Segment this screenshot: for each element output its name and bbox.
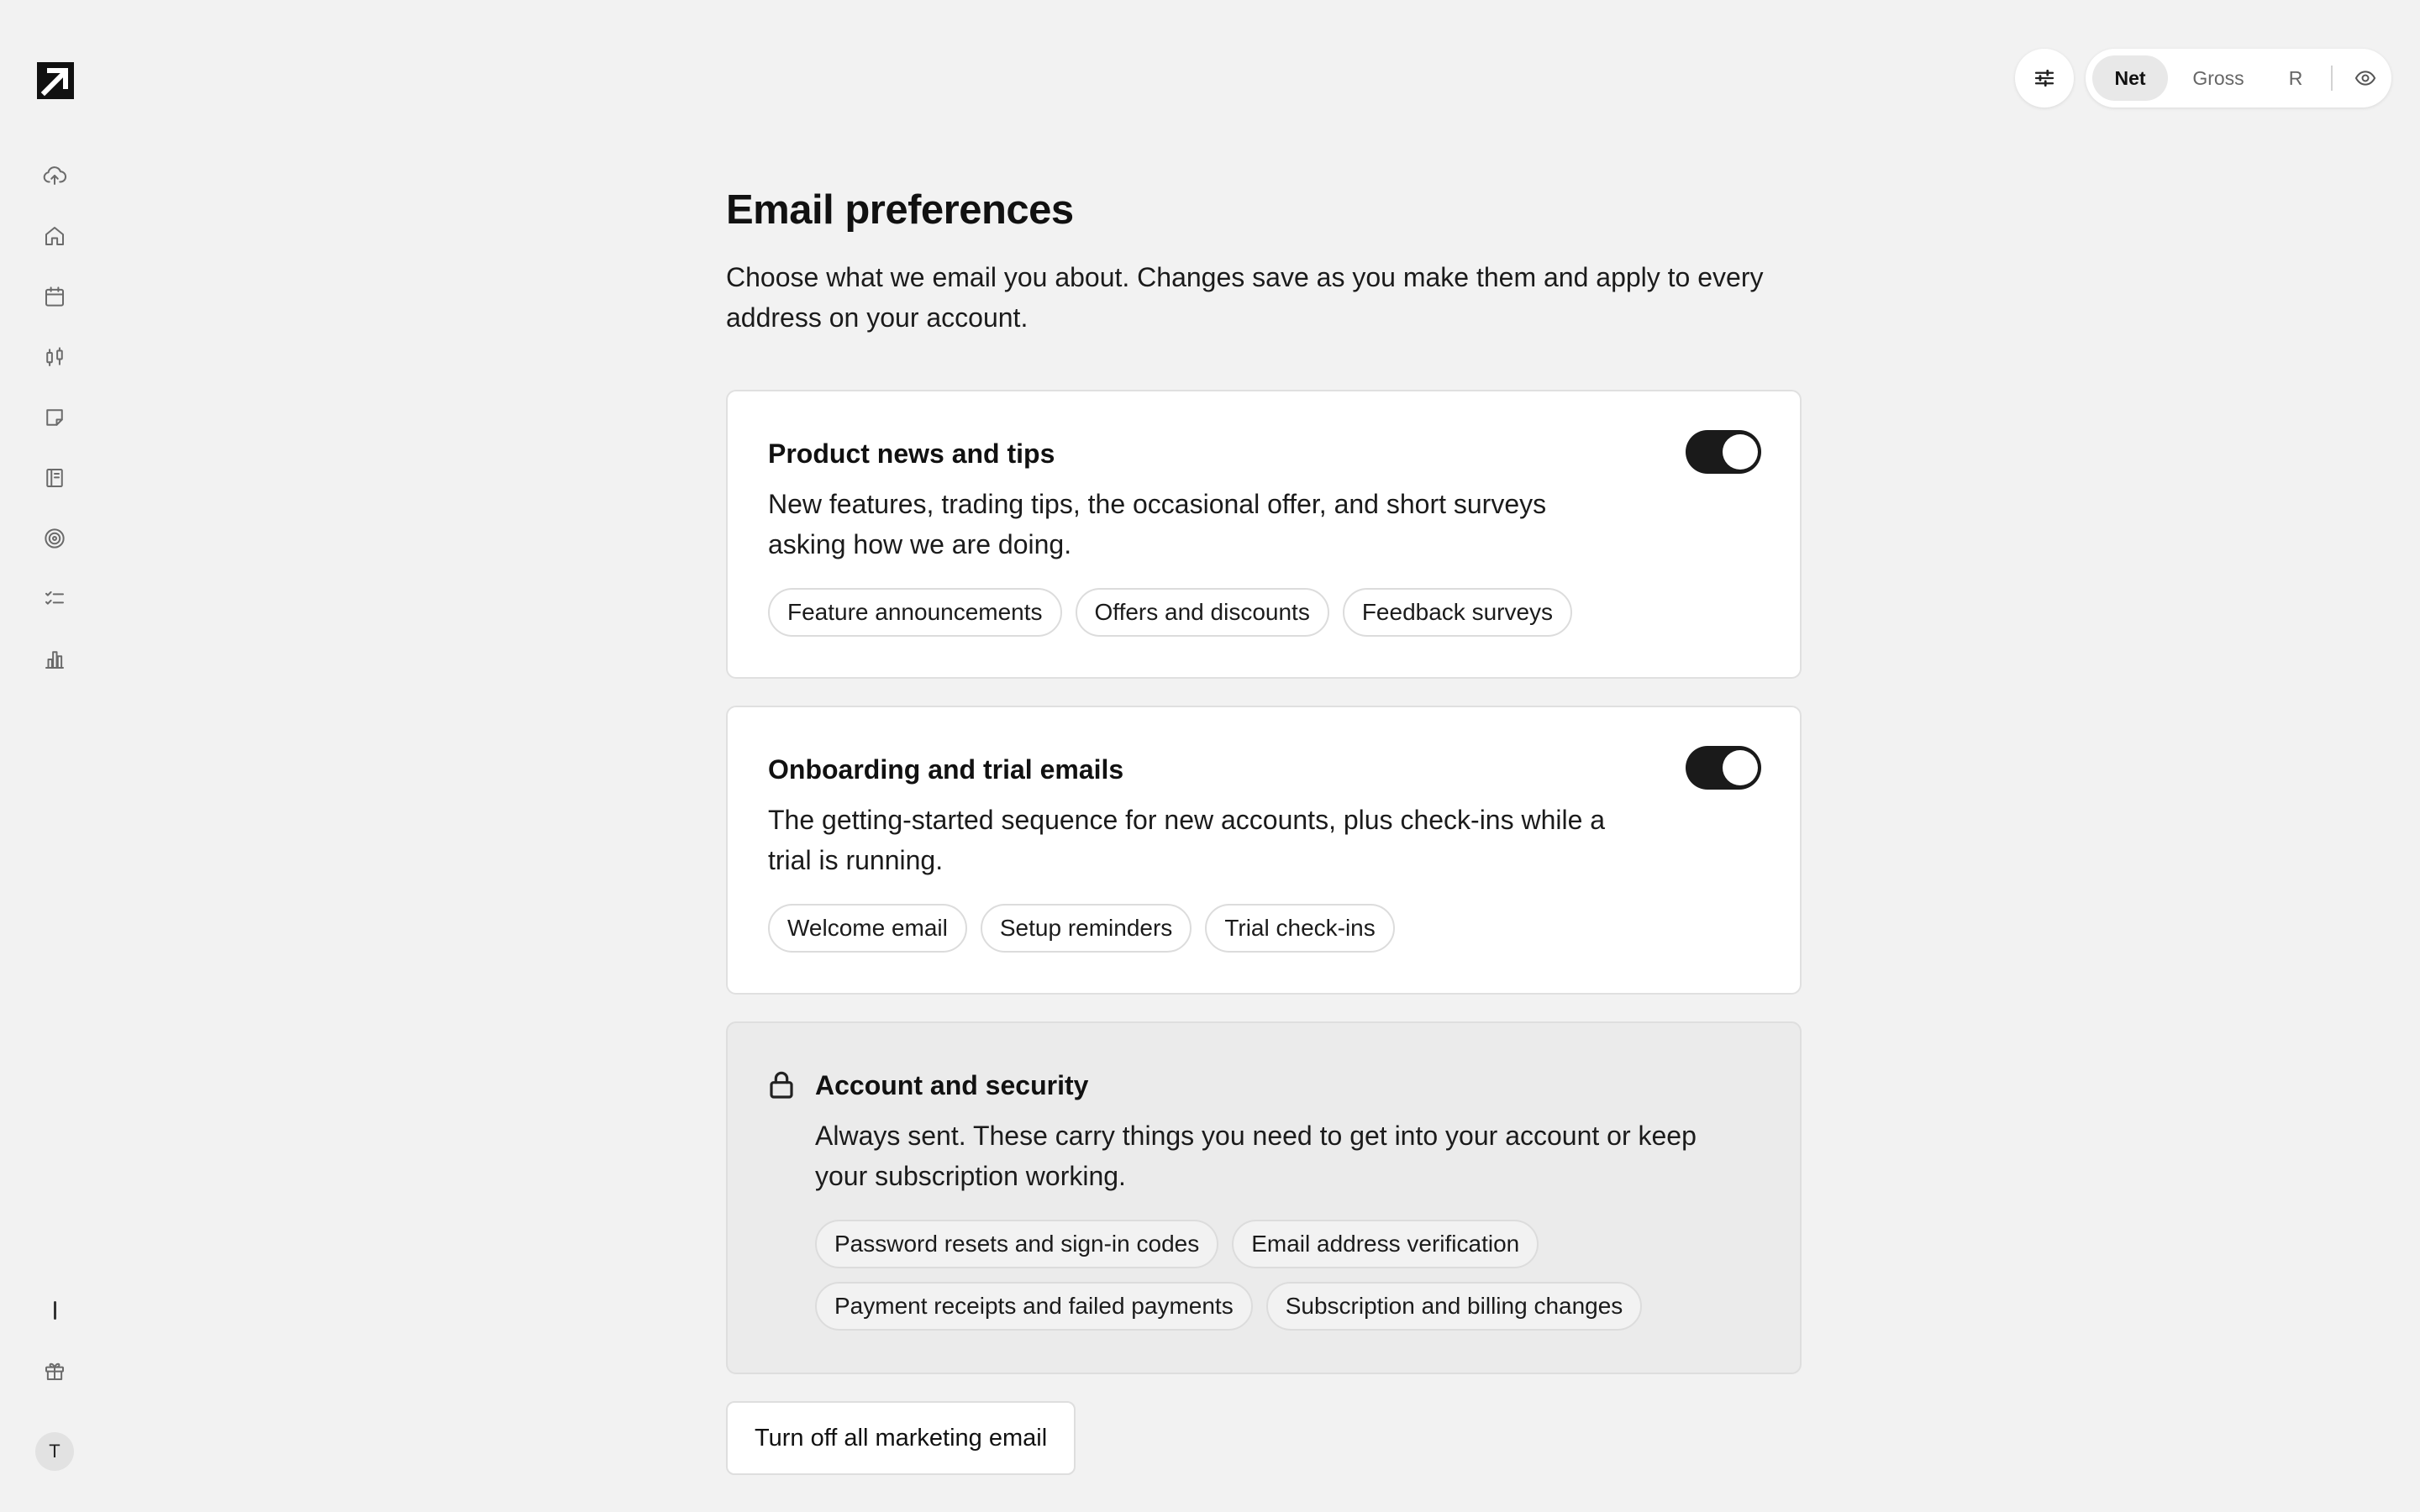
eye-icon xyxy=(2354,66,2377,90)
toggle-knob xyxy=(1723,750,1758,785)
chip-list xyxy=(768,588,1572,637)
filter-button[interactable] xyxy=(2015,49,2074,108)
app-logo[interactable] xyxy=(37,62,74,99)
chip: Email address verification xyxy=(1232,1220,1539,1268)
turn-off-all-marketing-button[interactable]: Turn off all marketing email xyxy=(726,1401,1076,1475)
candlestick-icon xyxy=(42,344,67,370)
home-icon xyxy=(42,223,67,249)
sidebar-item-divider[interactable] xyxy=(30,1286,79,1335)
page-title: Email preferences xyxy=(726,187,1074,233)
visibility-toggle-button[interactable] xyxy=(2344,55,2386,101)
segment-option-gross[interactable]: Gross xyxy=(2192,66,2244,89)
target-icon xyxy=(42,526,67,551)
toggle-knob xyxy=(1723,434,1758,470)
checklist-icon xyxy=(42,586,67,612)
notebook-icon xyxy=(42,465,67,491)
sidebar-item-checklist[interactable] xyxy=(30,575,79,623)
chip-list xyxy=(768,904,1395,953)
sidebar-item-calendar[interactable] xyxy=(30,272,79,321)
bar-chart-icon xyxy=(42,647,67,672)
chip: Setup reminders xyxy=(981,904,1192,953)
section-title: Account and security xyxy=(815,1070,1089,1100)
segment-option-net[interactable]: Net xyxy=(2092,55,2168,101)
chip: Offers and discounts xyxy=(1076,588,1329,637)
sidebar-item-notebook[interactable] xyxy=(30,454,79,502)
segment-option-r[interactable]: R xyxy=(2288,66,2303,89)
chip: Subscription and billing changes xyxy=(1266,1282,1643,1331)
arrow-up-right-logo-icon xyxy=(37,62,74,99)
sliders-icon xyxy=(2032,66,2057,91)
section-title: Product news and tips xyxy=(768,438,1055,469)
chip: Password resets and sign-in codes xyxy=(815,1220,1218,1268)
sidebar-item-upload[interactable] xyxy=(30,151,79,200)
cloud-upload-icon xyxy=(42,163,67,188)
section-title: Onboarding and trial emails xyxy=(768,754,1124,785)
sidebar-item-goals[interactable] xyxy=(30,514,79,563)
calendar-icon xyxy=(42,284,67,309)
section-description: The getting-started sequence for new accounts, plus check-ins while a trial is running. xyxy=(768,805,1606,875)
sidebar-item-gift[interactable] xyxy=(30,1347,79,1395)
gift-icon xyxy=(42,1358,67,1383)
vertical-bar-icon xyxy=(54,1301,56,1320)
section-description: Always sent. These carry things you need to get into your account or keep your subscription working. xyxy=(815,1121,1697,1191)
sidebar-item-trades[interactable] xyxy=(30,333,79,381)
sidebar-item-home[interactable] xyxy=(30,212,79,260)
sidebar-item-notes[interactable] xyxy=(30,393,79,442)
section-card-account-security xyxy=(726,1021,1802,1374)
product-news-toggle[interactable] xyxy=(1686,430,1761,474)
avatar[interactable] xyxy=(35,1432,74,1471)
section-card-onboarding xyxy=(726,706,1802,995)
chip: Payment receipts and failed payments xyxy=(815,1282,1253,1331)
page-description: Choose what we email you about. Changes save as you make them and apply to every address on your account. xyxy=(726,262,1764,333)
avatar-initial: T xyxy=(49,1441,60,1462)
sidebar-item-reports[interactable] xyxy=(30,635,79,684)
sidebar xyxy=(0,0,111,1512)
chip: Feedback surveys xyxy=(1343,588,1572,637)
chip: Feature announcements xyxy=(768,588,1062,637)
pnl-mode-segmented-control xyxy=(2086,49,2391,108)
onboarding-toggle[interactable] xyxy=(1686,746,1761,790)
segment-divider xyxy=(2331,66,2333,91)
chip-list xyxy=(815,1220,1739,1331)
sticky-note-icon xyxy=(42,405,67,430)
lock-icon xyxy=(768,1070,795,1100)
section-description: New features, trading tips, the occasional offer, and short surveys asking how we are doing. xyxy=(768,489,1547,559)
section-card-product-news xyxy=(726,390,1802,679)
chip: Trial check-ins xyxy=(1205,904,1394,953)
chip: Welcome email xyxy=(768,904,967,953)
